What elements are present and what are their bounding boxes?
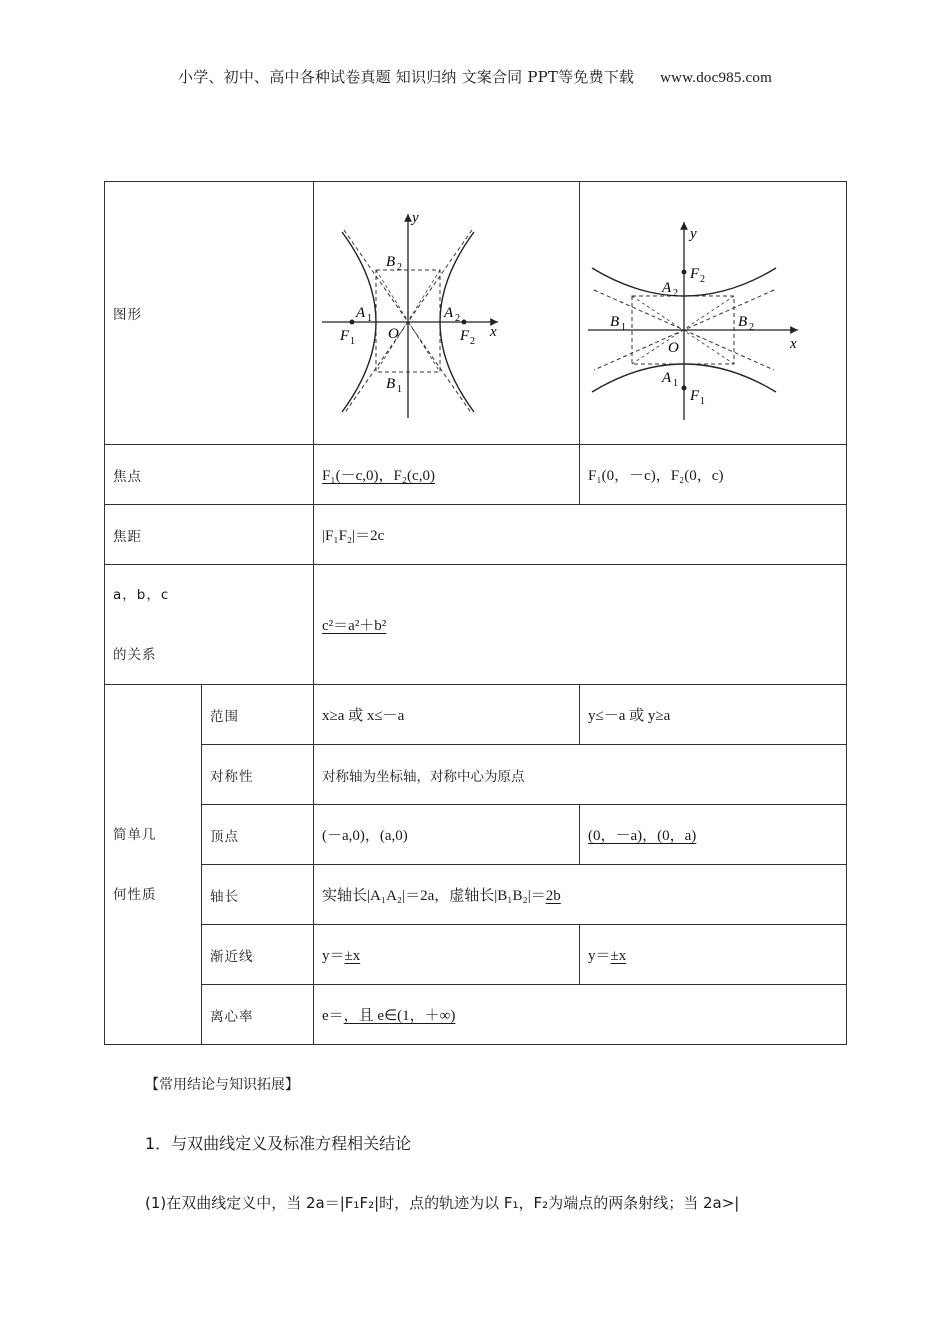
label-b1: B (610, 314, 620, 330)
axis-length-prefix: 实轴长|A₁A₂|＝2a，虚轴长|B₁B₂|＝ (322, 888, 546, 904)
hyperbola-properties-table (104, 181, 847, 1045)
axis-length-cell (314, 865, 847, 925)
hyperbola-vertical-figure (580, 182, 846, 440)
axis-length-answer: 2b (545, 888, 561, 904)
label-a2: A (444, 305, 454, 321)
label-origin: O (388, 326, 399, 342)
row-symmetry (105, 745, 847, 805)
focal-distance-label: 焦距 (105, 505, 314, 565)
label-f1-sub: 1 (700, 396, 705, 407)
row-figure (105, 182, 847, 445)
label-b2: B (738, 314, 748, 330)
abc-label-line2: 的关系 (113, 646, 157, 663)
row-vertex (105, 805, 847, 865)
figure-horizontal-cell (314, 182, 580, 445)
hyperbola-horizontal-figure (314, 182, 579, 440)
label-a1: A (356, 305, 366, 321)
label-f1: F (340, 328, 350, 344)
label-f2-sub: 2 (700, 274, 705, 285)
label-a1-sub: 1 (367, 313, 372, 324)
extension-title: 【常用结论与知识拓展】 (145, 1077, 299, 1093)
row-axis-length (105, 865, 847, 925)
label-y: y (690, 226, 697, 242)
symmetry-label: 对称性 (202, 745, 314, 805)
label-f2-sub: 2 (470, 336, 475, 347)
row-range (105, 685, 847, 745)
label-a2-sub: 2 (673, 288, 678, 299)
eccentricity-answer: ，且 e∈(1，＋∞) (343, 1008, 456, 1024)
page-header (0, 66, 950, 87)
header-text: 小学、初中、高中各种试卷真题 知识归纳 文案合同 PPT等免费下载 (178, 68, 635, 86)
vertex-right-value: (0，－a)，(0，a) (588, 828, 697, 844)
focus-f1-dot (350, 320, 355, 325)
row-asymptote (105, 925, 847, 985)
asymptote-left-cell (314, 925, 580, 985)
label-b1-sub: 1 (397, 384, 402, 395)
eccentricity-prefix: e＝ (322, 1008, 344, 1024)
figure-vertical-cell (580, 182, 847, 445)
label-a1: A (662, 370, 672, 386)
asymptote-left-prefix: y＝ (322, 948, 345, 964)
figure-label: 图形 (105, 182, 314, 445)
simple-label-line1: 简单几 (113, 826, 157, 843)
focus-right-value: F₁(0，－c)，F₂(0，c) (580, 445, 847, 505)
label-b2-sub: 2 (749, 322, 754, 333)
label-b1-sub: 1 (621, 322, 626, 333)
row-focus (105, 445, 847, 505)
focus-left-value: F₁(－c,0)，F₂(c,0) (322, 468, 435, 484)
extension-paragraph-1: (1)在双曲线定义中，当 2a＝|F₁F₂|时，点的轨迹为以 F₁，F₂为端点的两条射线；当 2a>| (145, 1194, 740, 1212)
label-x: x (790, 336, 797, 352)
range-right-value: y≤－a 或 y≥a (580, 685, 847, 745)
label-f1: F (690, 388, 700, 404)
row-abc-relation (105, 565, 847, 685)
label-b2: B (386, 254, 396, 270)
asymptote-label: 渐近线 (202, 925, 314, 985)
label-a2: A (662, 280, 672, 296)
focus-f1-dot (682, 386, 687, 391)
abc-label-cell (105, 565, 314, 685)
label-b1: B (386, 376, 396, 392)
header-site: www.doc985.com (660, 70, 772, 86)
axis-length-label: 轴长 (202, 865, 314, 925)
focus-f2-dot (462, 320, 467, 325)
abc-value-cell (314, 565, 847, 685)
vertex-label: 顶点 (202, 805, 314, 865)
label-x: x (490, 324, 497, 340)
range-label: 范围 (202, 685, 314, 745)
symmetry-value: 对称轴为坐标轴，对称中心为原点 (314, 745, 847, 805)
label-a1-sub: 1 (673, 378, 678, 389)
eccentricity-cell (314, 985, 847, 1045)
label-f1-sub: 1 (350, 336, 355, 347)
label-a2-sub: 2 (455, 313, 460, 324)
label-b2-sub: 2 (397, 262, 402, 273)
row-focal-distance (105, 505, 847, 565)
label-y: y (412, 210, 419, 226)
row-eccentricity (105, 985, 847, 1045)
asymptote-right-cell (580, 925, 847, 985)
abc-label-line1: a，b，c (113, 586, 170, 603)
focus-label: 焦点 (105, 445, 314, 505)
focus-f2-dot (682, 270, 687, 275)
label-f2: F (690, 266, 700, 282)
asymptote-left-answer: ±x (344, 948, 361, 964)
focal-distance-value: |F₁F₂|＝2c (314, 505, 847, 565)
simple-label-line2: 何性质 (113, 886, 157, 903)
vertex-right-cell (580, 805, 847, 865)
range-left-value: x≥a 或 x≤－a (314, 685, 580, 745)
label-origin: O (668, 340, 679, 356)
focus-left-cell (314, 445, 580, 505)
asymptote-right-answer: ±x (610, 948, 627, 964)
eccentricity-label: 离心率 (202, 985, 314, 1045)
abc-value: c²＝a²＋b² (322, 618, 387, 634)
vertex-left-value: (－a,0)，(a,0) (314, 805, 580, 865)
asymptote-right-prefix: y＝ (588, 948, 611, 964)
simple-properties-label-cell (105, 685, 202, 1045)
extension-heading-1: 1．与双曲线定义及标准方程相关结论 (145, 1134, 412, 1153)
label-f2: F (460, 328, 470, 344)
